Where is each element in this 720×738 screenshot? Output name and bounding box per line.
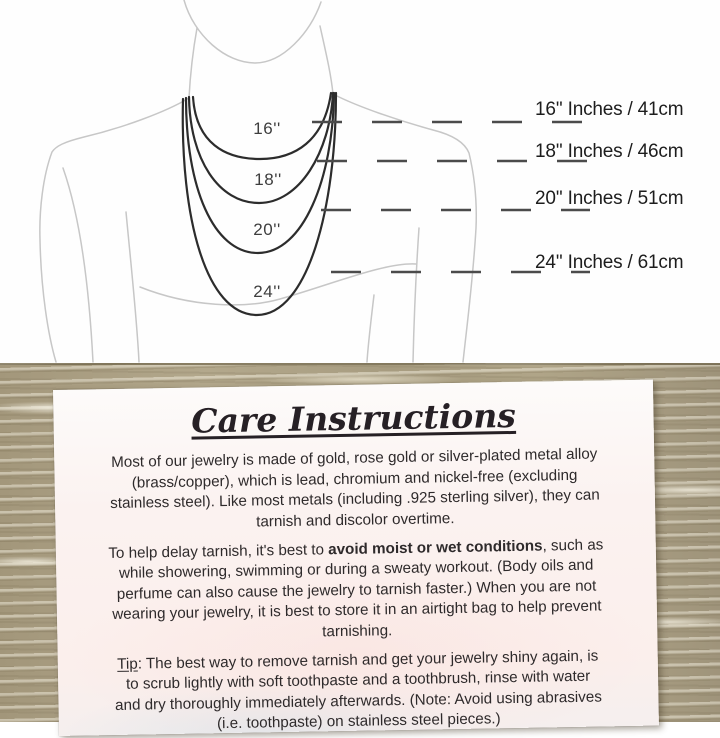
card-text-line: to scrub lightly with soft toothpaste and a toothbrush, rinse with water — [125, 667, 591, 694]
necklace-size-diagram — [0, 0, 720, 363]
card-text-line: perfume can also cause the jewelry to tarnish faster.) When you are not — [116, 577, 597, 603]
care-instructions-card — [53, 380, 659, 736]
card-text-line: while showering, swimming or during a sweaty workout. (Body oils and — [118, 556, 594, 583]
chin-line — [184, 0, 321, 63]
card-text-line: and dry thoroughly immediately afterwards. (Note: Avoid using abrasives — [114, 688, 602, 714]
measurement-label-16: 16'' Inches / 41cm — [535, 99, 684, 120]
card-text-line: tarnish and discolor overtime. — [255, 510, 455, 531]
right-neck-shoulder-arm-line — [320, 26, 476, 362]
left-arm-inner-line — [63, 168, 93, 362]
measurement-label-18: 18'' Inches / 46cm — [535, 141, 684, 162]
measurement-label-20: 20'' Inches / 51cm — [535, 188, 684, 209]
right-arm-inner-line — [413, 228, 419, 362]
card-text-line: (i.e. toothpaste) on stainless steel pieces.) — [216, 710, 501, 733]
care-paragraph-materials — [74, 444, 635, 536]
text-segment: , such as — [542, 536, 604, 555]
care-paragraph-tip — [78, 645, 639, 737]
size-diagram-drawing — [0, 0, 720, 363]
text-segment: : The best way to remove tarnish and get your jewelry shiny again, is — [137, 647, 599, 673]
arc-length-label-24: 24'' — [253, 282, 281, 301]
card-text-line: Most of our jewelry is made of gold, rose gold or silver-plated metal alloy — [111, 445, 598, 472]
text-segment-bold: avoid moist or wet conditions — [328, 537, 543, 558]
wood-background — [0, 363, 720, 733]
arc-length-label-16: 16'' — [253, 119, 281, 138]
arc-length-label-18: 18'' — [254, 170, 282, 189]
measurement-label-24: 24'' Inches / 61cm — [535, 252, 684, 273]
left-torso-line — [126, 212, 139, 362]
card-text-line: (brass/copper), which is lead, chromium and nickel-free (excluding — [131, 466, 578, 492]
card-text-line: tarnishing. — [322, 622, 393, 641]
text-segment: To help delay tarnish, it's best to — [108, 540, 329, 562]
card-title: Care Instructions — [190, 395, 517, 441]
right-torso-line — [367, 295, 374, 362]
arc-length-label-20: 20'' — [253, 220, 281, 239]
left-neck-shoulder-arm-line — [40, 28, 197, 362]
card-text-line: stainless steel). Like most metals (including .925 sterling silver), they can — [110, 486, 600, 513]
care-paragraph-tarnish — [76, 535, 638, 648]
tip-label: Tip — [117, 655, 138, 673]
card-text-line: wearing your jewelry, it is best to store it in an airtight bag to help prevent — [112, 597, 602, 624]
